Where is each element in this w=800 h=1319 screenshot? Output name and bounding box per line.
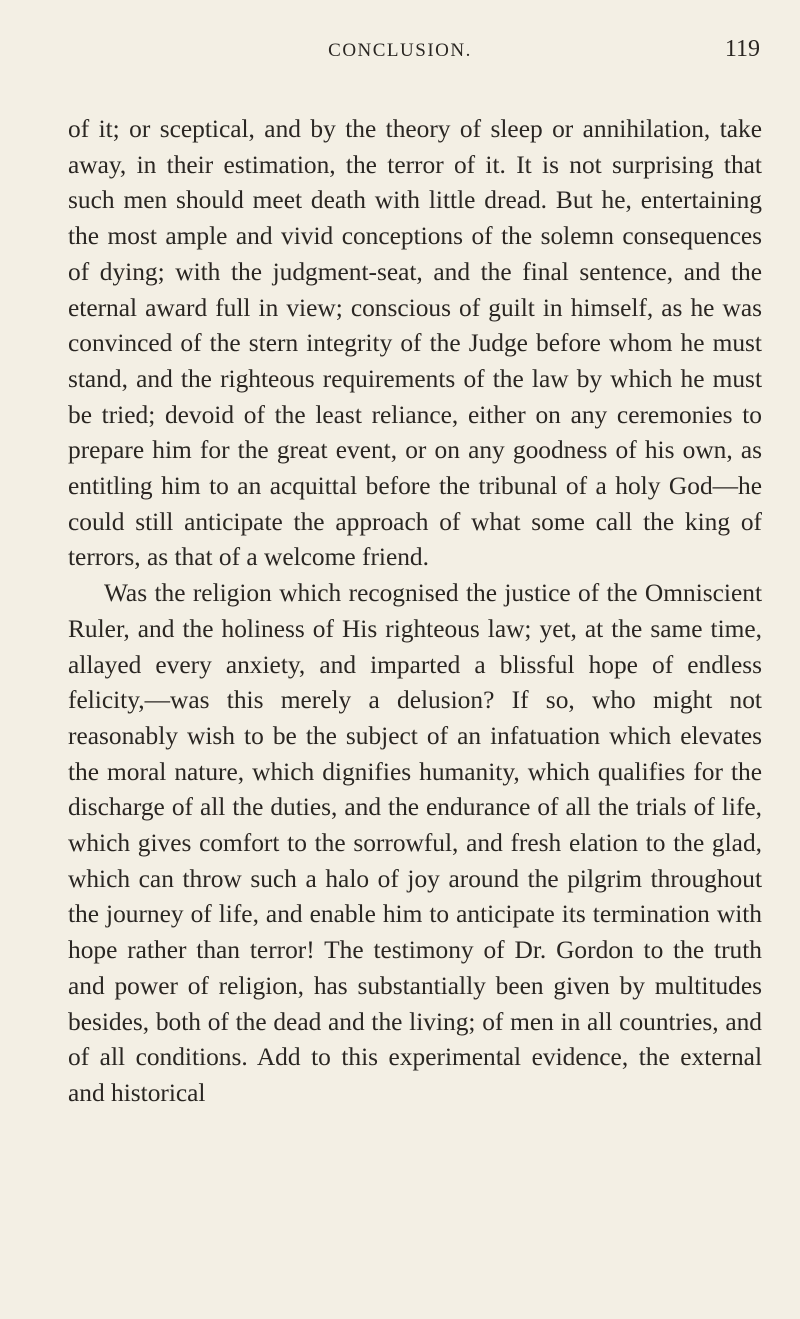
paragraph: Was the religion which recognised the justice of the Omniscient Ruler, and the holiness of His righteous law; yet, at the same time, allayed every anxiety, and imparted a blissful hope of endless felicity,—was this merely a delusion? If so, who might not reasonably wish to be the subject of an infatuation which elevates the moral nature, which dignifies humanity, which qualifies for the discharge of all the duties, and the endurance of all the trials of life, which gives comfort to the sorrowful, and fresh elation to the glad, which can throw such a halo of joy around the pilgrim throughout the journey of life, and enable him to anticipate its termination with hope rather than terror! The testimony of Dr. Gordon to the truth and power of religion, has substantially been given by multitudes besides, both of the dead and the living; of men in all countries, and of all conditions. Add to this experimental evidence, the external and historical (68, 579, 762, 1107)
body-text (68, 78, 762, 1112)
running-title: CONCLUSION. (328, 40, 472, 61)
page-number: 119 (724, 36, 760, 62)
running-head (0, 36, 800, 76)
paragraph-continuation: of it; or sceptical, and by the theory of sleep or annihilation, take away, in their estimation, the terror of it. It is not surprising that such men should meet death with little dread. But he, entertaining the most ample and vivid conceptions of the solemn consequences of dying; with the judgment-seat, and the final sentence, and the eternal award full in view; conscious of guilt in himself, as he was convinced of the stern integrity of the Judge before whom he must stand, and the righteous requirements of the law by which he must be tried; devoid of the least reliance, either on any ceremonies to prepare him for the great event, or on any goodness of his own, as entitling him to an acquittal before the tribunal of a holy God—he could still anticipate the approach of what some call the king of terrors, as that of a welcome friend. (68, 115, 762, 572)
